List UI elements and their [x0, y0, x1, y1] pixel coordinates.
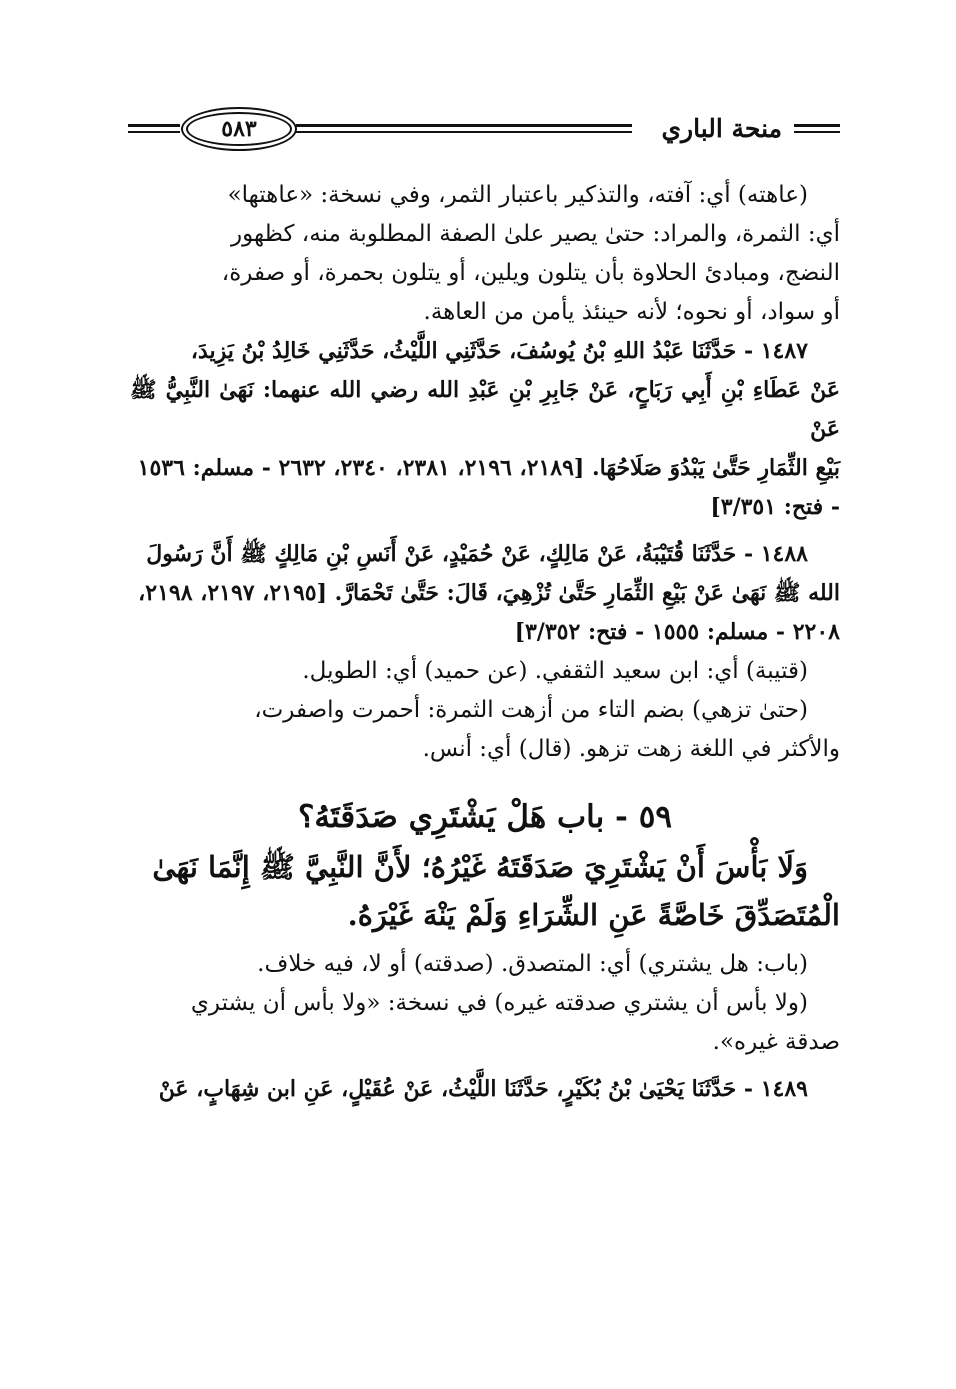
- commentary-paragraph: (قتيبة) أي: ابن سعيد الثقفي. (عن حميد) أي: الطويل.: [302, 658, 808, 684]
- commentary-paragraph: (باب: هل يشتري) أي: المتصدق. (صدقته) أو لا، فيه خلاف.: [257, 951, 808, 977]
- header-rule-right-bottom: [794, 131, 840, 133]
- commentary-paragraph: (ولا بأس أن يشتري صدقته غيره) في نسخة: «ولا بأس أن يشتري صدقة غيره».: [190, 990, 840, 1055]
- page-number: ٥٨٣: [186, 112, 292, 146]
- page-header: [128, 100, 840, 156]
- header-rule-left-top: [128, 124, 180, 127]
- header-rule-right-top: [794, 124, 840, 127]
- header-rule-left-bottom: [128, 131, 180, 133]
- book-title: منحة الباري: [661, 114, 782, 143]
- commentary-paragraph: (عاهته) أي: آفته، والتذكير باعتبار الثمر، وفي نسخة: «عاهتها» أي: الثمرة، والمراد: حتىٰ يصير علىٰ الصفة المطلوبة منه، كظهور النضج، ومبادئ الحلاوة بأن يتلون ويلين، أو يتلون بحمرة، أو صفرة، أو سواد، أو نحوه؛ لأنه حينئذ يأمن من العاهة.: [221, 182, 840, 325]
- chapter-heading: ٥٩ - باب هَلْ يَشْتَرِي صَدَقَتَهُ؟: [297, 799, 673, 835]
- hadith-1489: ١٤٨٩ - حَدَّثَنَا يَحْيَىٰ بْنُ بُكَيْرٍ، حَدَّثَنَا اللَّيْثُ، عَنْ عُقَيْلٍ، عَنِ ابن شِهَابٍ، عَنْ: [158, 1076, 808, 1102]
- hadith-1488: ١٤٨٨ - حَدَّثَنَا قُتَيْبَةُ، عَنْ مَالِكٍ، عَنْ حُمَيْدٍ، عَنْ أَنَسِ بْنِ مَالِكٍ ﷺ أَنَّ رَسُولَ الله ﷺ نَهَىٰ عَنْ بَيْعِ الثِّمَارِ حَتَّىٰ تُزْهِيَ، قَالَ: حَتَّىٰ تَحْمَارَّ. [٢١٩٥، ٢١٩٧، ٢١٩٨، ٢٢٠٨ - مسلم: ١٥٥٥ - فتح: ٣/٣٥٢]: [138, 541, 840, 645]
- commentary-paragraph: (حتىٰ تزهي) بضم التاء من أزهت الثمرة: أحمرت واصفرت، والأكثر في اللغة زهت تزهو. (قال) أي: أنس.: [254, 697, 840, 762]
- chapter-translation-text: وَلَا بَأْسَ أَنْ يَشْتَرِيَ صَدَقَتَهُ غَيْرُهُ؛ لأَنَّ النَّبِيَّ ﷺ إِنَّمَا نَهَىٰ الْمُتَصَدِّقَ خَاصَّةً عَنِ الشِّرَاءِ وَلَمْ يَنْهَ غَيْرَهُ.: [152, 850, 840, 932]
- header-rule-middle-bottom: [296, 131, 632, 133]
- page-body: [130, 176, 840, 1109]
- hadith-1487: ١٤٨٧ - حَدَّثَنَا عَبْدُ اللهِ بْنُ يُوسُفَ، حَدَّثَنِي اللَّيْثُ، حَدَّثَنِي خَالِدُ بْنُ يَزِيدَ، عَنْ عَطَاءِ بْنِ أَبِي رَبَاحٍ، عَنْ جَابِرِ بْنِ عَبْدِ الله رضي الله عنهما: نَهَىٰ النَّبِيُّ ﷺ عَنْ بَيْعِ الثِّمَارِ حَتَّىٰ يَبْدُوَ صَلَاحُهَا. [٢١٨٩، ٢١٩٦، ٢٣٨١، ٢٣٤٠، ٢٦٣٢ - مسلم: ١٥٣٦ - فتح: ٣/٣٥١]: [130, 338, 840, 520]
- header-rule-middle-top: [296, 124, 632, 127]
